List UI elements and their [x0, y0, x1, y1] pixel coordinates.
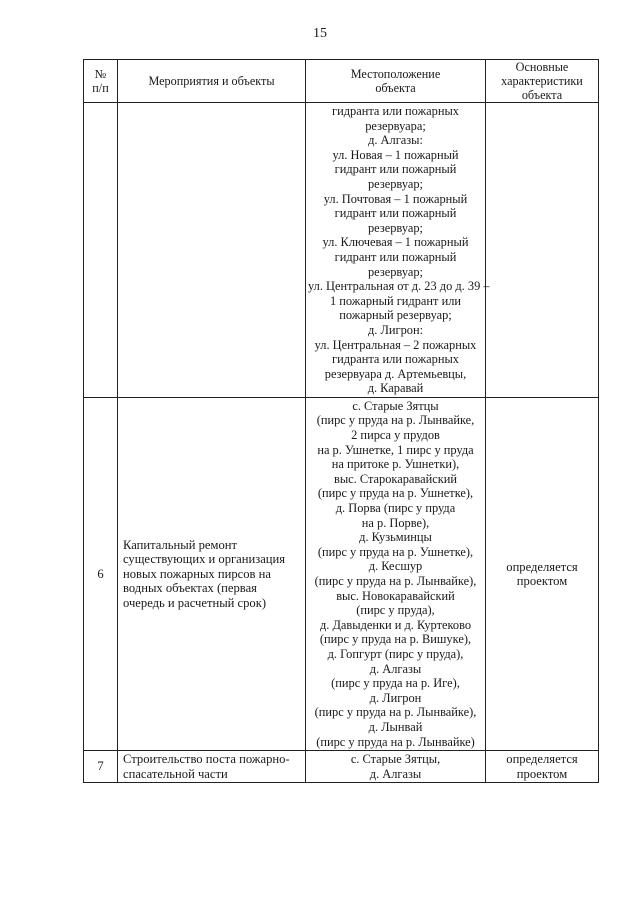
text-line: объекта	[375, 81, 416, 95]
text-line: Основные	[515, 60, 569, 74]
text-line: Местоположение	[350, 67, 441, 81]
text-line: определяется	[506, 559, 578, 574]
row-number: 7	[84, 751, 118, 783]
text-line: объекта	[521, 88, 563, 102]
header-activity: Мероприятия и объекты	[118, 60, 306, 103]
row-number: 6	[84, 397, 118, 750]
text-line: д. Давыденки и д. Куртеково	[319, 617, 472, 632]
text-line: гидранта или пожарных	[332, 352, 459, 367]
text-line: ул. Ключевая – 1 пожарный	[322, 235, 469, 250]
text-line: Капитальный ремонт	[123, 537, 238, 552]
table-header-row	[84, 60, 599, 103]
text-line: 1 пожарный гидрант или	[329, 293, 462, 308]
text-line: гидрант или пожарный	[334, 249, 457, 264]
row-location	[306, 103, 490, 398]
table-row	[84, 751, 599, 783]
text-line: водных объектах (первая	[123, 581, 257, 596]
row-characteristics	[486, 751, 599, 783]
text-line: (пирс у пруда на р. Ушнетке),	[317, 486, 474, 501]
text-line: резервуар;	[367, 176, 424, 191]
text-line: ул. Центральная – 2 пожарных	[314, 337, 477, 352]
text-line: д. Алгазы	[369, 766, 422, 781]
row-activity	[118, 751, 306, 783]
text-line: гидрант или пожарный	[334, 206, 457, 221]
fire-safety-measures-table	[83, 59, 599, 783]
text-line: Строительство поста пожарно-	[123, 752, 290, 767]
text-line: (пирс у пруда на р. Лынвайке)	[316, 734, 475, 749]
text-line: резервуара;	[365, 118, 426, 133]
text-line: выс. Новокаравайский	[336, 588, 455, 603]
row-location	[306, 397, 486, 750]
text-line: гидрант или пожарный	[334, 162, 457, 177]
row-number	[84, 103, 118, 398]
text-line: проектом	[516, 574, 568, 588]
text-line: характеристики	[501, 74, 583, 88]
text-line: (пирс у пруда),	[356, 603, 435, 618]
text-line: (пирс у пруда на р. Иге),	[331, 676, 460, 691]
text-line: ул. Новая – 1 пожарный	[332, 147, 459, 162]
text-line: ул. Центральная от д. 23 до д. 39 –	[308, 279, 490, 294]
header-location	[306, 60, 486, 103]
row-characteristics	[486, 397, 599, 750]
text-line: д. Алгазы:	[368, 133, 423, 148]
text-line: на р. Порве),	[361, 515, 430, 530]
text-line: (пирс у пруда на р. Лынвайке),	[314, 574, 477, 588]
text-line: д. Лигрон:	[367, 322, 424, 337]
row-activity	[118, 103, 306, 398]
text-line: 2 пирса у прудов	[351, 428, 440, 443]
text-line: д. Каравай	[367, 381, 424, 396]
text-line: п/п	[92, 81, 109, 95]
text-line: с. Старые Зятцы,	[350, 752, 441, 767]
text-line: д. Кузьминцы	[359, 530, 432, 545]
row-characteristics	[486, 103, 599, 398]
text-line: (пирс у пруда на р. Вишуке),	[319, 632, 472, 647]
text-line: д. Алгазы	[369, 661, 422, 676]
row-location	[306, 751, 486, 783]
text-line: очередь и расчетный срок)	[123, 595, 267, 610]
text-line: д. Кесшур	[368, 559, 423, 574]
header-characteristics	[486, 60, 599, 103]
text-line: (пирс у пруда на р. Лынвайке),	[314, 705, 477, 720]
text-line: д. Гопгурт (пирс у пруда),	[327, 646, 464, 661]
text-line: новых пожарных пирсов на	[123, 566, 271, 581]
text-line: резервуара д. Артемьевцы,	[324, 366, 467, 381]
header-num	[84, 60, 118, 103]
text-line: на р. Ушнетке, 1 пирс у пруда	[317, 442, 474, 457]
text-line: пожарный резервуар;	[339, 308, 452, 323]
row-activity	[118, 397, 306, 750]
text-line: определяется	[506, 752, 578, 767]
text-line: резервуар;	[367, 220, 424, 235]
text-line: резервуар;	[367, 264, 424, 279]
text-line: ул. Почтовая – 1 пожарный	[323, 191, 468, 206]
text-line: существующих и организация	[123, 552, 286, 567]
page-number: 15	[313, 26, 327, 41]
text-line: гидранта или пожарных	[332, 104, 459, 118]
text-line: на притоке р. Ушнетки),	[331, 457, 460, 472]
table-row	[84, 397, 599, 750]
text-line: выс. Старокаравайский	[333, 471, 458, 486]
text-line: проектом	[516, 766, 568, 781]
text-line: спасательной части	[123, 766, 228, 781]
text-line: (пирс у пруда на р. Лынвайке,	[316, 413, 475, 428]
text-line: (пирс у пруда на р. Ушнетке),	[317, 544, 474, 559]
text-line: д. Лынвай	[368, 719, 423, 734]
table-row	[84, 103, 599, 398]
text-line: №	[94, 67, 107, 81]
text-line: с. Старые Зятцы	[352, 398, 439, 413]
text-line: д. Лигрон	[369, 690, 422, 705]
text-line: д. Порва (пирс у пруда	[335, 501, 456, 516]
